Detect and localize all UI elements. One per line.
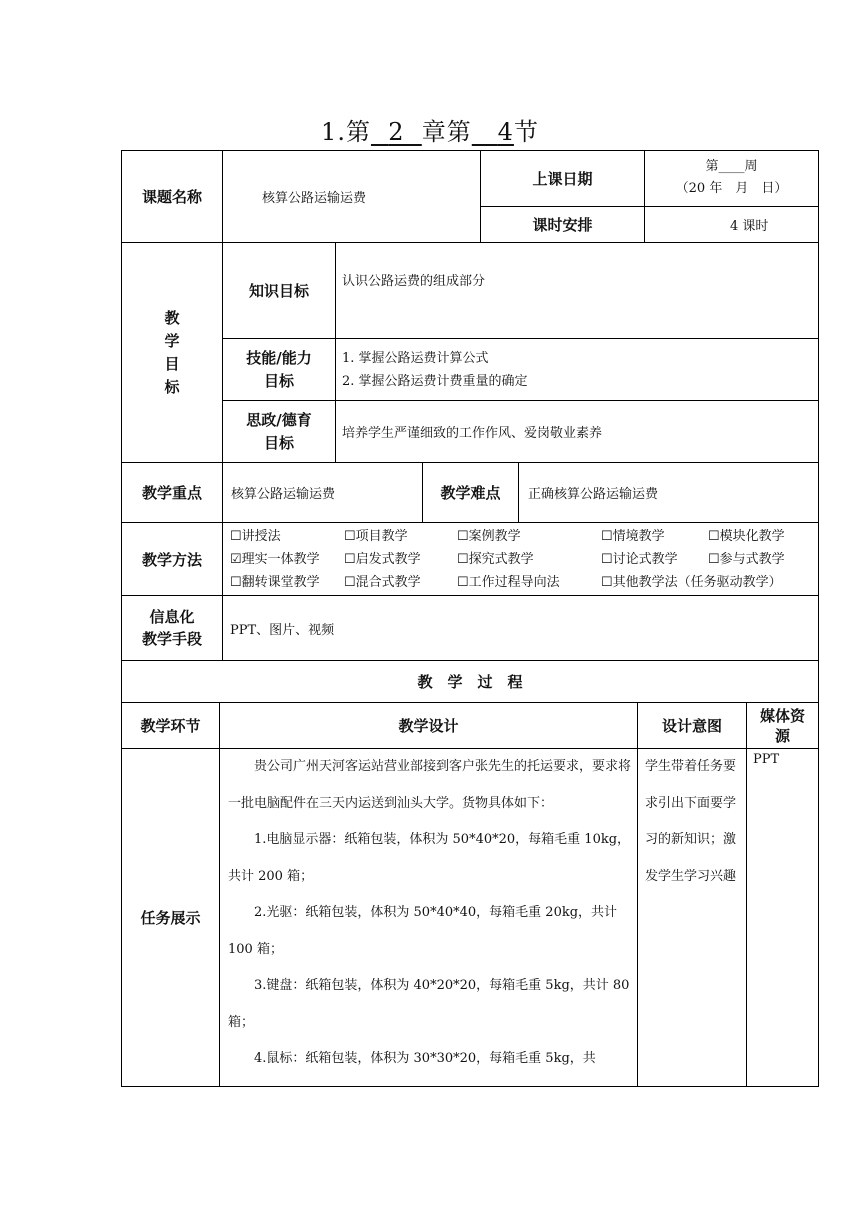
- method-checkbox[interactable]: ☐讲授法: [230, 529, 281, 544]
- skill-item: 2. 掌握公路运费计费重量的确定: [342, 374, 528, 389]
- design-paragraph: 4.鼠标：纸箱包装，体积为 30*30*20，每箱毛重 5kg，共: [254, 1051, 596, 1066]
- design-paragraph: 2.光驱：纸箱包装，体积为 50*40*40，每箱毛重 20kg，共计 100 箱；: [228, 905, 618, 957]
- moral-label: 思政/德育 目标: [246, 410, 312, 452]
- media-content: PPT: [753, 752, 780, 767]
- design-paragraph: 1.电脑显示器：纸箱包装，体积为 50*40*20，每箱毛重 10kg，共计 200 箱；: [228, 832, 631, 884]
- difficult-point-label: 教学难点: [440, 484, 501, 502]
- objectives-label: 教 学 目 标: [164, 308, 180, 396]
- method-checkbox[interactable]: ☐情境教学: [601, 529, 665, 544]
- process-title: 教 学 过 程: [417, 673, 523, 691]
- stage-label: 任务展示: [140, 909, 201, 927]
- col-media-header: 媒体资 源: [759, 706, 805, 745]
- info-value: PPT、图片、视频: [230, 622, 335, 638]
- col-intent-header: 设计意图: [661, 717, 722, 735]
- course-value: 核算公路运输运费: [262, 191, 367, 206]
- skill-item: 1. 掌握公路运费计算公式: [342, 351, 489, 366]
- title-prefix: 1.第: [321, 118, 371, 146]
- key-point-value: 核算公路运输运费: [231, 487, 336, 502]
- date-label: 上课日期: [532, 170, 593, 188]
- knowledge-value: 认识公路运费的组成部分: [342, 274, 486, 289]
- method-checkbox[interactable]: ☐翻转课堂教学: [230, 575, 320, 590]
- moral-value: 培养学生严谨细致的工作作风、爱岗敬业素养: [342, 426, 603, 441]
- method-checkbox[interactable]: ☐参与式教学: [708, 552, 785, 567]
- method-checkbox[interactable]: ☐启发式教学: [344, 552, 421, 567]
- skill-label: 技能/能力 目标: [246, 348, 312, 390]
- course-label: 课题名称: [141, 188, 202, 206]
- method-checkbox[interactable]: ☐探究式教学: [457, 552, 534, 567]
- methods-label: 教学方法: [141, 550, 202, 569]
- title-suffix: 节: [513, 118, 539, 146]
- design-content: [228, 749, 632, 1078]
- difficult-point-value: 正确核算公路运输运费: [528, 487, 659, 502]
- method-checkbox[interactable]: ☐项目教学: [344, 529, 408, 544]
- col-design-header: 教学设计: [398, 717, 459, 735]
- title-middle: 章第: [421, 118, 472, 146]
- hours-value: 4 课时: [730, 219, 769, 234]
- chapter-number: 2: [388, 118, 405, 146]
- skill-list: [342, 347, 812, 393]
- method-checkbox[interactable]: ☐其他教学法（任务驱动教学）: [601, 575, 782, 590]
- intent-content: 学生带着任务要求引出下面要学习的新知识；激发学生学习兴趣: [645, 759, 737, 884]
- date-week: 第____周: [705, 159, 758, 174]
- col-stage-header: 教学环节: [140, 717, 201, 735]
- page-title: [0, 112, 860, 147]
- method-checkbox[interactable]: ☐讨论式教学: [601, 552, 678, 567]
- method-checkbox[interactable]: ☐模块化教学: [708, 529, 785, 544]
- date-value: [645, 156, 818, 206]
- method-checkbox-checked[interactable]: ☑理实一体教学: [230, 552, 320, 567]
- design-paragraph: 贵公司广州天河客运站营业部接到客户张先生的托运要求，要求将一批电脑配件在三天内运送到汕头大学。货物具体如下：: [228, 759, 632, 811]
- key-point-label: 教学重点: [141, 484, 202, 502]
- info-label: 信息化 教学手段: [141, 608, 202, 648]
- date-day: （20 年 月 日）: [675, 181, 788, 196]
- method-checkbox[interactable]: ☐案例教学: [457, 529, 521, 544]
- design-paragraph: 3.键盘：纸箱包装，体积为 40*20*20，每箱毛重 5kg，共计 80 箱；: [228, 978, 630, 1030]
- knowledge-label: 知识目标: [248, 282, 309, 300]
- section-number: 4: [497, 118, 514, 146]
- hours-label: 课时安排: [532, 216, 593, 234]
- method-checkbox[interactable]: ☐混合式教学: [344, 575, 421, 590]
- method-checkbox[interactable]: ☐工作过程导向法: [457, 575, 560, 590]
